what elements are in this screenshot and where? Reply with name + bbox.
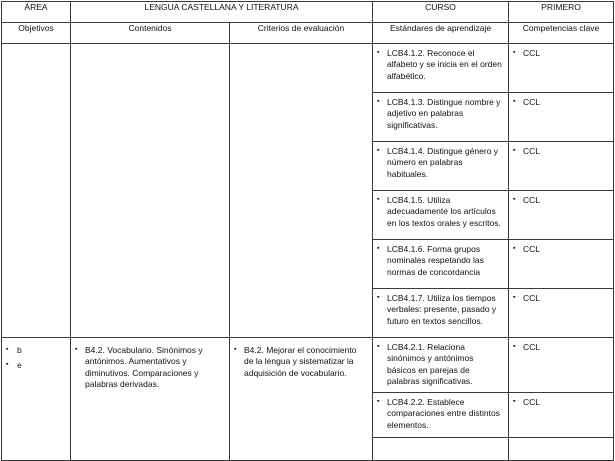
objectives-cell-empty <box>2 44 71 338</box>
bullet-icon: ▪ <box>513 343 516 350</box>
competence-cell <box>509 93 614 142</box>
standard-text: LCB4.1.2. Reconoce el alfabeto y se inicia en el orden alfabético. <box>387 48 502 81</box>
competence-text: CCL <box>523 195 541 205</box>
course-label: CURSO <box>373 2 509 23</box>
bullet-icon: ▪ <box>513 147 516 154</box>
standard-cell <box>373 142 509 191</box>
area-label: ÁREA <box>2 2 71 23</box>
competence-cell-empty <box>509 438 614 461</box>
col-header-objetivos: Objetivos <box>2 23 71 44</box>
list-item <box>373 48 504 82</box>
bullet-icon: ▪ <box>513 398 516 405</box>
list-item <box>509 342 609 353</box>
competence-text: CCL <box>523 48 541 58</box>
col-header-contenidos: Contenidos <box>71 23 230 44</box>
competence-cell <box>509 191 614 240</box>
bullet-icon: ▪ <box>513 294 516 301</box>
list-item <box>373 146 504 180</box>
list-item <box>71 345 225 390</box>
table-row <box>2 44 614 93</box>
col-header-competencias: Competencias clave <box>509 23 614 44</box>
table-row <box>2 338 614 393</box>
objectives-cell <box>2 338 71 461</box>
list-item <box>509 48 609 59</box>
standard-cell-empty <box>373 438 509 461</box>
list-item <box>373 293 504 327</box>
standard-text: LCB4.2.1. Relaciona sinónimos y antónimos básicos en parejas de palabras significativas. <box>387 342 474 386</box>
bullet-icon: ▪ <box>513 196 516 203</box>
standard-text: LCB4.1.3. Distingue nombre y adjetivo en palabras significativas. <box>387 97 501 130</box>
bullet-icon: ▪ <box>513 245 516 252</box>
content-cell <box>71 338 230 461</box>
objective-text: e <box>17 360 22 371</box>
competence-cell <box>509 393 614 438</box>
list-item <box>373 397 504 431</box>
standard-text: LCB4.1.4. Distingue género y número en palabras habituales. <box>387 146 499 179</box>
header-row <box>2 2 614 23</box>
competence-text: CCL <box>523 293 541 303</box>
list-item <box>373 244 504 278</box>
course-value: PRIMERO <box>509 2 614 23</box>
content-text: B4.2. Vocabulario. Sinónimos y antónimos. Aumentativos y diminutivos. Comparaciones y palabras derivadas. <box>85 345 203 389</box>
standard-cell <box>373 93 509 142</box>
list-item <box>2 345 66 356</box>
competence-cell <box>509 338 614 393</box>
competence-cell <box>509 142 614 191</box>
area-value: LENGUA CASTELLANA Y LITERATURA <box>71 2 373 23</box>
bullet-icon: ▪ <box>377 294 380 301</box>
standard-cell <box>373 191 509 240</box>
standard-cell <box>373 44 509 93</box>
list-item <box>509 97 609 108</box>
competence-cell <box>509 44 614 93</box>
bullet-icon: ▪ <box>377 49 380 56</box>
content-cell-empty <box>71 44 230 338</box>
standard-cell <box>373 240 509 289</box>
competence-cell <box>509 289 614 338</box>
bullet-icon: ▪ <box>377 196 380 203</box>
col-header-criterios: Criterios de evaluación <box>230 23 373 44</box>
criterion-text: B4.2. Mejorar el conocimiento de la lengua y sistematizar la adquisición de vocabulario. <box>244 345 357 378</box>
list-item <box>2 360 66 371</box>
competence-text: CCL <box>523 342 541 352</box>
standard-text: LCB4.1.6. Forma grupos nominales respetando las normas de concordancia <box>387 244 484 277</box>
criterion-cell <box>230 338 373 461</box>
standard-text: LCB4.1.7. Utiliza los tiempos verbales: presente, pasado y futuro en textos sencillos. <box>387 293 497 326</box>
bullet-icon: ▪ <box>377 98 380 105</box>
bullet-icon: ▪ <box>75 346 78 353</box>
list-item <box>509 397 609 408</box>
competence-cell <box>509 240 614 289</box>
bullet-icon: ▪ <box>234 346 237 353</box>
competence-text: CCL <box>523 97 541 107</box>
standard-text: LCB4.1.5. Utiliza adecuadamente los artículos en los textos orales y escritos. <box>387 195 501 228</box>
col-header-estandares: Estándares de aprendizaje <box>373 23 509 44</box>
standard-text: LCB4.2.2. Establece comparaciones entre distintos elementos. <box>387 397 500 430</box>
standard-cell <box>373 393 509 438</box>
list-item <box>509 195 609 206</box>
list-item <box>373 195 504 229</box>
list-item <box>230 345 368 379</box>
standard-cell <box>373 338 509 393</box>
bullet-icon: ▪ <box>377 343 380 350</box>
bullet-icon: ▪ <box>6 346 9 353</box>
criterion-cell-empty <box>230 44 373 338</box>
list-item <box>509 146 609 157</box>
competence-text: CCL <box>523 244 541 254</box>
competence-text: CCL <box>523 397 541 407</box>
bullet-icon: ▪ <box>6 361 9 369</box>
standard-cell <box>373 289 509 338</box>
bullet-icon: ▪ <box>377 398 380 405</box>
bullet-icon: ▪ <box>377 147 380 154</box>
list-item <box>509 244 609 255</box>
list-item <box>509 293 609 304</box>
bullet-icon: ▪ <box>377 245 380 252</box>
list-item <box>373 342 504 387</box>
competence-text: CCL <box>523 146 541 156</box>
curriculum-table <box>1 1 614 461</box>
list-item <box>373 97 504 131</box>
objective-text: b <box>17 345 22 355</box>
bullet-icon: ▪ <box>513 49 516 56</box>
column-header-row <box>2 23 614 44</box>
bullet-icon: ▪ <box>513 98 516 105</box>
